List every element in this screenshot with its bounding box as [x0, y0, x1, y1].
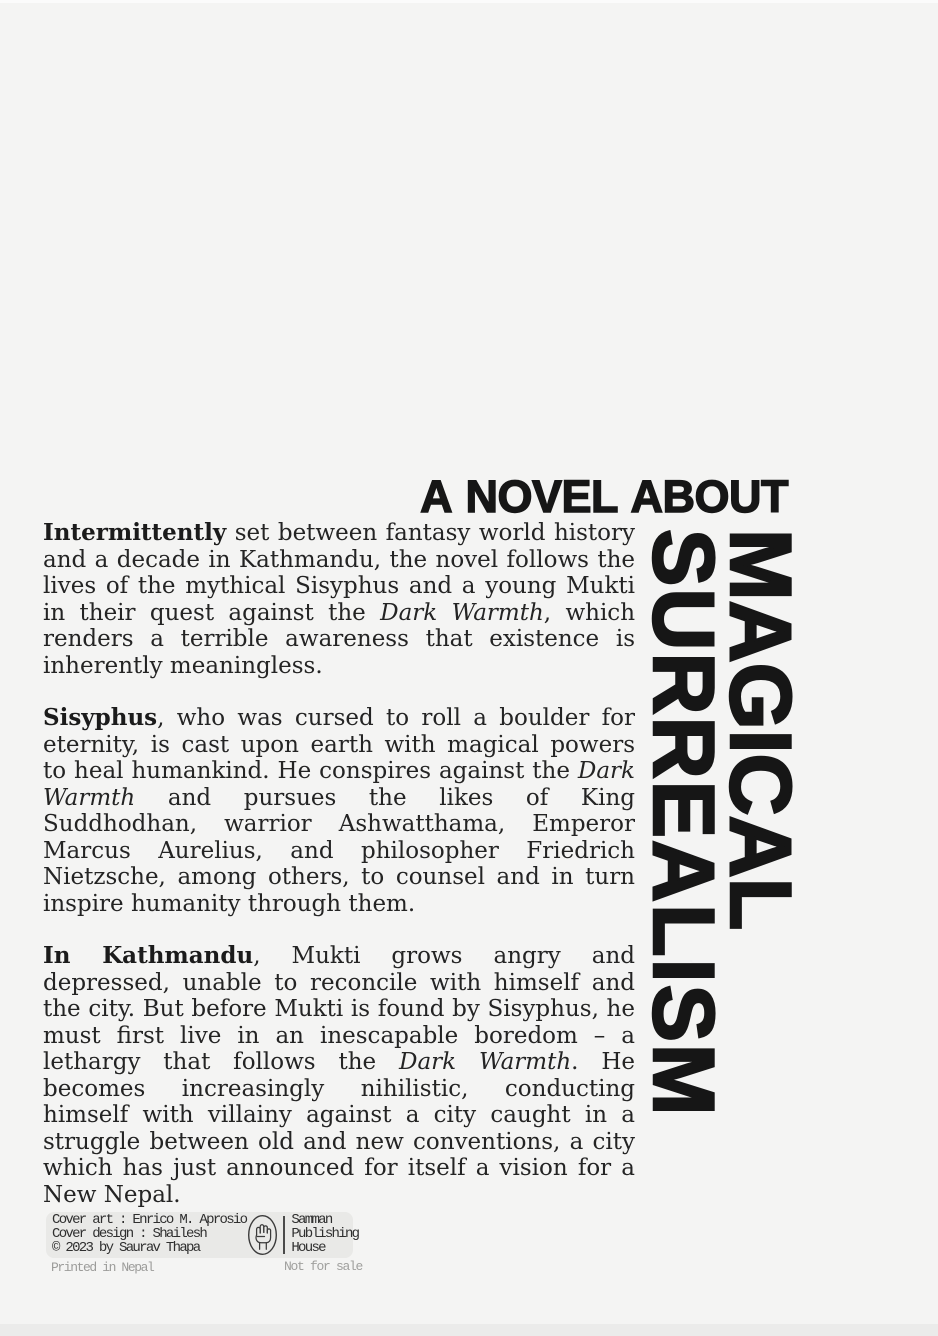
- publisher-logo: [246, 1214, 278, 1256]
- raised-fist-icon: [247, 1214, 278, 1256]
- credit-line-copyright: © 2023 by Saurav Thapa: [52, 1239, 200, 1256]
- italic-term: Dark Warmth: [399, 1049, 572, 1075]
- credits-block: [52, 1214, 246, 1255]
- vertical-title-magical: MAGICAL: [712, 529, 808, 931]
- novel-kicker: A NOVEL ABOUT: [420, 471, 788, 522]
- paragraph-text: , Mukti grows angry and depressed, unable to reconcile with himself and the city. But before Mukti is found by Sisyphus, he must first live in an inescapable boredom – a lethargy that follows the: [43, 943, 635, 1075]
- publisher-line-1: Samman: [291, 1212, 332, 1229]
- paragraph-text: , which renders a terrible awareness that existence is inherently meaningless.: [43, 599, 636, 679]
- italic-term: Dark Warmth: [43, 758, 635, 811]
- colophon-panel: [46, 1212, 359, 1258]
- paragraph-lead: In Kathmandu: [43, 942, 254, 969]
- page-top-edge: [0, 0, 938, 3]
- synopsis: [43, 520, 635, 1208]
- paragraph-text: and pursues the likes of King Suddhodhan, warrior Ashwatthama, Emperor Marcus Aurelius, and philosopher Friedrich Nietzsche, among others, to counsel and in turn inspire humanity through them.: [43, 784, 635, 917]
- paragraph-text: , who was cursed to roll a boulder for eternity, is cast upon earth with magical powers to heal humankind. He conspires against the: [43, 705, 635, 784]
- synopsis-paragraph-1: [43, 520, 635, 679]
- paragraph-lead: Sisyphus: [43, 704, 158, 731]
- page-bottom-edge: [0, 1324, 938, 1336]
- synopsis-paragraph-3: [43, 943, 635, 1208]
- publisher-block: [291, 1214, 358, 1255]
- paragraph-lead: Intermittently: [43, 519, 227, 546]
- vertical-title-surrealism: SURREALISM: [635, 529, 731, 1118]
- publisher-line-3: House: [291, 1239, 325, 1256]
- paragraph-text: . He becomes increasingly nihilistic, conducting himself with villainy against a city caught in a struggle between old and new conventions, a city which has just announced for itself a vision for a New Nepal.: [43, 1049, 636, 1208]
- italic-term: Dark Warmth: [380, 599, 544, 626]
- synopsis-paragraph-2: [43, 705, 635, 917]
- sale-note: Not for sale: [284, 1259, 363, 1274]
- vertical-title: [635, 529, 808, 1118]
- credit-line-cover-art: Cover art : Enrico M. Aprosio: [52, 1212, 247, 1229]
- paragraph-text: set between fantasy world history and a decade in Kathmandu, the novel follows the lives of the mythical Sisyphus and a young Mukti in their quest against the: [43, 520, 635, 626]
- printed-note: Printed in Nepal: [51, 1260, 154, 1275]
- credit-line-cover-design: Cover design : Shailesh: [52, 1226, 207, 1243]
- publisher-line-2: Publishing: [291, 1226, 359, 1243]
- colophon-divider: [283, 1216, 285, 1254]
